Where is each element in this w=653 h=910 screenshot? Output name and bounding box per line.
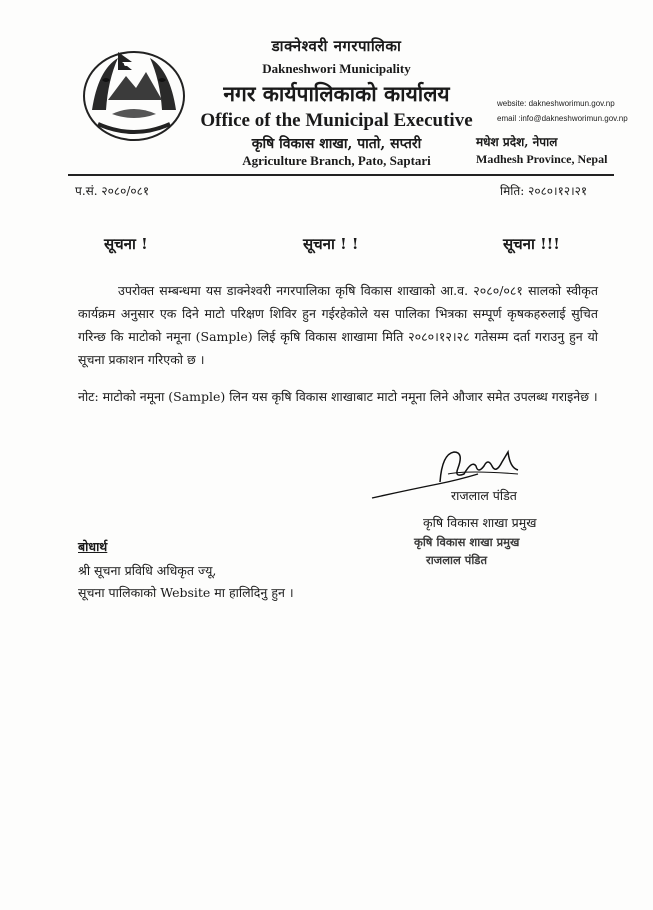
notice-title-3: सूचना !!! (503, 235, 560, 253)
reference-number: प.सं. २०८०/०८१ (75, 184, 150, 198)
website-text: website: dakneshworimun.gov.np (497, 99, 615, 108)
signatory-name: राजलाल पंडित (451, 488, 517, 503)
stamp-title: कृषि विकास शाखा प्रमुख (414, 535, 520, 549)
stamp-name: राजलाल पंडित (426, 553, 488, 567)
notice-title-1: सूचना ! (104, 235, 148, 253)
office-name-devanagari: नगर कार्यपालिकाको कार्यालय (223, 81, 450, 106)
issue-date: मिति: २०८०।१२।२१ (500, 184, 588, 198)
branch-name-english: Agriculture Branch, Pato, Saptari (242, 153, 431, 168)
office-name-english: Office of the Municipal Executive (200, 110, 473, 131)
municipality-name-english: Dakneshwori Municipality (262, 61, 411, 76)
branch-name-devanagari: कृषि विकास शाखा, पातो, सप्तरी (251, 136, 422, 152)
notice-note-paragraph: नोट: माटोको नमूना (Sample) लिन यस कृषि विकास शाखाबाट माटो नमूना लिने औजार समेत उपलब्ध गराइनेछ । (78, 389, 598, 404)
notice-title-2: सूचना ! ! (303, 235, 359, 253)
signatory-title: कृषि विकास शाखा प्रमुख (423, 515, 537, 530)
official-stamp (414, 533, 554, 569)
header-divider (68, 174, 614, 176)
municipality-name-devanagari: डाक्नेश्वरी नगरपालिका (271, 37, 402, 55)
province-english: Madhesh Province, Nepal (476, 152, 608, 166)
cc-heading: बोधार्थ (78, 539, 108, 554)
cc-recipient: श्री सूचना प्रविधि अधिकृत ज्यू, (78, 563, 217, 578)
notice-body-paragraph: उपरोक्त सम्बन्धमा यस डाक्नेश्वरी नगरपालिका कृषि विकास शाखाको आ.व. २०८०/०८१ सालको स्वीकृत कार्यक्रम अनुसार एक दिने माटो परिक्षण शिविर हुन गईरहेकोले यस पालिका भित्रका सम्पूर्ण कृषकहरुलाई सुचित गरिन्छ कि माटोको नमूना (Sample) लिई कृषि विकास शाखामा मिति २०८०।१२।२८ गतेसम्म दर्ता गराउनु हुन यो सूचना प्रकाशन गरिएको छ । (78, 283, 598, 367)
cc-instruction: सूचना पालिकाको Website मा हालिदिनु हुन । (78, 585, 294, 600)
province-devanagari: मधेश प्रदेश, नेपाल (476, 135, 558, 149)
email-text: email :info@dakneshworimun.gov.np (497, 114, 628, 123)
